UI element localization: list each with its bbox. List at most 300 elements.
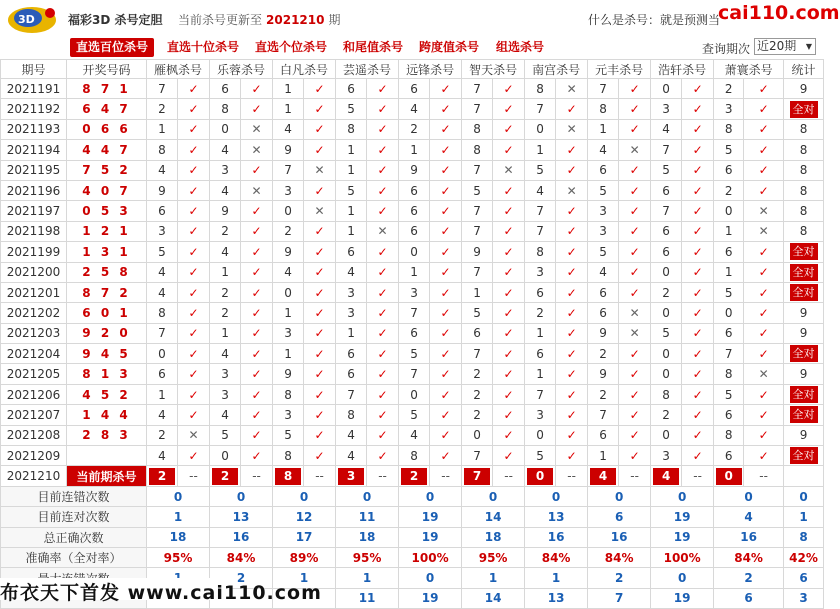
kill-value-cell: 3 [210, 160, 241, 180]
kill-value-cell: 2 [399, 119, 430, 139]
kill-value-cell: 1 [210, 262, 241, 282]
check-icon: ✓ [619, 405, 651, 425]
current-dash: -- [682, 466, 714, 486]
kill-value-cell: 4 [210, 344, 241, 364]
kill-value-cell: 7 [651, 201, 682, 221]
summary-value: 16 [210, 527, 273, 547]
stat-cell [784, 384, 824, 404]
check-icon: ✓ [178, 99, 210, 119]
current-dash: -- [744, 466, 784, 486]
kill-value-cell: 0 [651, 262, 682, 282]
kill-value-cell: 4 [210, 242, 241, 262]
issue-cell: 2021193 [1, 119, 67, 139]
table-row [1, 221, 824, 241]
cross-icon: ✕ [493, 160, 525, 180]
cross-icon: ✕ [556, 119, 588, 139]
table-row [1, 262, 824, 282]
draw-number-cell: 8 7 1 [67, 79, 147, 99]
kill-value-cell: 4 [588, 140, 619, 160]
check-icon: ✓ [744, 242, 784, 262]
tab-group[interactable]: 组选杀号 [496, 40, 545, 54]
kill-value-cell: 7 [399, 364, 430, 384]
check-icon: ✓ [178, 384, 210, 404]
check-icon: ✓ [178, 221, 210, 241]
stat-cell [784, 344, 824, 364]
current-kill-cell [525, 466, 556, 486]
check-icon: ✓ [682, 344, 714, 364]
kill-value-cell: 3 [210, 364, 241, 384]
kill-table [0, 59, 824, 609]
check-icon: ✓ [744, 262, 784, 282]
check-icon: ✓ [682, 201, 714, 221]
current-dash: -- [430, 466, 462, 486]
kill-value-cell: 9 [399, 160, 430, 180]
check-icon: ✓ [367, 344, 399, 364]
stat-cell [784, 262, 824, 282]
check-icon: ✓ [430, 446, 462, 466]
check-icon: ✓ [430, 384, 462, 404]
stat-cell: 8 [784, 140, 824, 160]
summary-value: 0 [336, 486, 399, 506]
cross-icon: ✕ [304, 160, 336, 180]
kill-value-cell: 0 [651, 344, 682, 364]
kill-value-cell: 1 [588, 446, 619, 466]
kill-value-cell: 4 [273, 262, 304, 282]
check-icon: ✓ [430, 364, 462, 384]
kill-value-cell: 6 [588, 160, 619, 180]
summary-value: 95% [462, 547, 525, 567]
kill-value-cell: 7 [525, 201, 556, 221]
check-icon: ✓ [493, 384, 525, 404]
current-kill-value: 2 [212, 468, 238, 485]
current-dash: -- [493, 466, 525, 486]
kill-value-cell: 6 [399, 221, 430, 241]
column-header: 期号 [1, 60, 67, 79]
kill-value-cell: 8 [210, 99, 241, 119]
check-icon: ✓ [367, 119, 399, 139]
check-icon: ✓ [493, 282, 525, 302]
check-icon: ✓ [744, 344, 784, 364]
check-icon: ✓ [619, 364, 651, 384]
check-icon: ✓ [430, 140, 462, 160]
summary-row [1, 527, 824, 547]
check-icon: ✓ [744, 99, 784, 119]
summary-value: 19 [651, 588, 714, 608]
kill-value-cell: 6 [336, 344, 367, 364]
cross-icon: ✕ [304, 201, 336, 221]
kill-value-cell: 2 [462, 405, 493, 425]
check-icon: ✓ [556, 344, 588, 364]
kill-value-cell: 2 [651, 282, 682, 302]
help-note[interactable]: 什么是杀号：就是预测当 [588, 13, 721, 27]
draw-number-cell: 8 7 2 [67, 282, 147, 302]
summary-value: 100% [399, 547, 462, 567]
check-icon: ✓ [556, 364, 588, 384]
kill-value-cell: 2 [462, 384, 493, 404]
check-icon: ✓ [304, 180, 336, 200]
check-icon: ✓ [682, 282, 714, 302]
check-icon: ✓ [556, 99, 588, 119]
kill-value-cell: 1 [462, 282, 493, 302]
column-header: 南宫杀号 [525, 60, 588, 79]
table-row [1, 242, 824, 262]
kill-value-cell: 7 [273, 160, 304, 180]
table-row [1, 384, 824, 404]
all-correct-badge: 全对 [790, 447, 818, 464]
kill-value-cell: 8 [336, 405, 367, 425]
current-kill-value: 0 [527, 468, 553, 485]
kill-value-cell: 9 [210, 201, 241, 221]
summary-value: 0 [147, 486, 210, 506]
tab-bar [0, 38, 824, 58]
kill-value-cell: 2 [147, 425, 178, 445]
current-kill-cell [651, 466, 682, 486]
tab-hundreds[interactable]: 直选百位杀号 [70, 38, 154, 57]
stat-cell: 8 [784, 119, 824, 139]
kill-value-cell: 8 [525, 242, 556, 262]
check-icon: ✓ [619, 180, 651, 200]
check-icon: ✓ [367, 242, 399, 262]
table-row [1, 303, 824, 323]
tab-span[interactable]: 跨度值杀号 [419, 40, 480, 54]
check-icon: ✓ [682, 119, 714, 139]
current-kill-cell [714, 466, 744, 486]
check-icon: ✓ [493, 79, 525, 99]
kill-value-cell: 9 [273, 140, 304, 160]
check-icon: ✓ [493, 242, 525, 262]
period-select[interactable]: 近20期 ▼ [754, 38, 816, 55]
table-row [1, 160, 824, 180]
kill-value-cell: 7 [588, 79, 619, 99]
check-icon: ✓ [241, 201, 273, 221]
kill-value-cell: 8 [462, 119, 493, 139]
kill-value-cell: 3 [273, 405, 304, 425]
kill-value-cell: 5 [462, 303, 493, 323]
kill-value-cell: 2 [588, 384, 619, 404]
check-icon: ✓ [682, 262, 714, 282]
check-icon: ✓ [682, 99, 714, 119]
check-icon: ✓ [178, 160, 210, 180]
current-label: 当前期杀号 [67, 466, 147, 486]
check-icon: ✓ [430, 79, 462, 99]
kill-value-cell: 4 [399, 425, 430, 445]
stat-cell [784, 282, 824, 302]
table-row [1, 344, 824, 364]
kill-value-cell: 8 [714, 119, 744, 139]
check-icon: ✓ [241, 446, 273, 466]
table-row [1, 180, 824, 200]
check-icon: ✓ [619, 99, 651, 119]
summary-value: 7 [588, 588, 651, 608]
kill-value-cell: 1 [525, 323, 556, 343]
check-icon: ✓ [241, 160, 273, 180]
stat-cell [784, 446, 824, 466]
check-icon: ✓ [682, 425, 714, 445]
cross-icon: ✕ [178, 425, 210, 445]
period-label: 查询期次 [702, 42, 751, 56]
kill-value-cell: 6 [714, 160, 744, 180]
check-icon: ✓ [430, 242, 462, 262]
check-icon: ✓ [178, 303, 210, 323]
draw-number-cell: 1 4 4 [67, 405, 147, 425]
kill-value-cell: 6 [588, 303, 619, 323]
kill-value-cell: 5 [588, 180, 619, 200]
check-icon: ✓ [682, 79, 714, 99]
kill-value-cell: 5 [525, 446, 556, 466]
all-correct-badge: 全对 [790, 284, 818, 301]
check-icon: ✓ [556, 405, 588, 425]
check-icon: ✓ [367, 140, 399, 160]
kill-value-cell: 1 [336, 323, 367, 343]
kill-value-cell: 1 [336, 201, 367, 221]
issue-cell: 2021207 [1, 405, 67, 425]
kill-value-cell: 2 [651, 405, 682, 425]
summary-label: 目前连错次数 [1, 486, 147, 506]
kill-value-cell: 0 [651, 425, 682, 445]
kill-value-cell: 0 [525, 119, 556, 139]
check-icon: ✓ [367, 262, 399, 282]
check-icon: ✓ [744, 323, 784, 343]
kill-value-cell: 1 [525, 140, 556, 160]
issue-cell: 2021199 [1, 242, 67, 262]
check-icon: ✓ [367, 79, 399, 99]
draw-number-cell: 4 5 2 [67, 384, 147, 404]
kill-value-cell: 6 [147, 201, 178, 221]
kill-value-cell: 4 [147, 446, 178, 466]
check-icon: ✓ [556, 140, 588, 160]
kill-value-cell: 6 [714, 242, 744, 262]
kill-value-cell: 6 [588, 282, 619, 302]
current-dash: -- [304, 466, 336, 486]
footer-text: 布衣天下首发 www.cai110.com [0, 582, 322, 604]
column-header: 雁枫杀号 [147, 60, 210, 79]
kill-value-cell: 7 [462, 79, 493, 99]
kill-value-cell: 6 [399, 180, 430, 200]
table-row [1, 79, 824, 99]
check-icon: ✓ [367, 160, 399, 180]
kill-value-cell: 3 [525, 405, 556, 425]
check-icon: ✓ [493, 405, 525, 425]
kill-value-cell: 3 [147, 221, 178, 241]
check-icon: ✓ [430, 180, 462, 200]
current-kill-value: 7 [464, 468, 490, 485]
check-icon: ✓ [619, 119, 651, 139]
kill-value-cell: 7 [462, 221, 493, 241]
check-icon: ✓ [304, 425, 336, 445]
kill-value-cell: 5 [525, 160, 556, 180]
kill-value-cell: 8 [273, 446, 304, 466]
summary-value: 2 [588, 568, 651, 588]
check-icon: ✓ [682, 160, 714, 180]
update-info: 当前杀号更新至 2021210 期 [178, 13, 341, 27]
check-icon: ✓ [682, 140, 714, 160]
check-icon: ✓ [493, 446, 525, 466]
tab-units[interactable]: 直选个位杀号 [255, 40, 328, 54]
check-icon: ✓ [367, 446, 399, 466]
check-icon: ✓ [556, 446, 588, 466]
check-icon: ✓ [682, 364, 714, 384]
check-icon: ✓ [304, 446, 336, 466]
stat-cell: 8 [784, 160, 824, 180]
current-dash: -- [556, 466, 588, 486]
site-logo[interactable]: cai110.com [718, 2, 840, 24]
issue-cell: 2021204 [1, 344, 67, 364]
kill-value-cell: 2 [462, 364, 493, 384]
kill-value-cell: 5 [714, 384, 744, 404]
summary-value: 1 [784, 507, 824, 527]
kill-value-cell: 5 [210, 425, 241, 445]
check-icon: ✓ [430, 99, 462, 119]
summary-value: 19 [399, 507, 462, 527]
check-icon: ✓ [241, 79, 273, 99]
all-correct-badge: 全对 [790, 264, 818, 281]
kill-value-cell: 1 [147, 119, 178, 139]
kill-value-cell: 6 [525, 282, 556, 302]
check-icon: ✓ [430, 425, 462, 445]
issue-cell: 2021208 [1, 425, 67, 445]
summary-value: 19 [399, 527, 462, 547]
cross-icon: ✕ [556, 79, 588, 99]
check-icon: ✓ [619, 425, 651, 445]
summary-value: 4 [714, 507, 784, 527]
kill-value-cell: 2 [210, 282, 241, 302]
check-icon: ✓ [367, 405, 399, 425]
summary-value: 11 [336, 588, 399, 608]
column-header: 萧寰杀号 [714, 60, 784, 79]
check-icon: ✓ [178, 364, 210, 384]
kill-value-cell: 7 [147, 79, 178, 99]
kill-value-cell: 6 [714, 323, 744, 343]
check-icon: ✓ [493, 344, 525, 364]
check-icon: ✓ [682, 405, 714, 425]
svg-text:3D: 3D [18, 13, 35, 26]
check-icon: ✓ [178, 242, 210, 262]
column-header: 智天杀号 [462, 60, 525, 79]
current-kill-cell [399, 466, 430, 486]
stat-cell: 9 [784, 79, 824, 99]
kill-value-cell: 0 [399, 242, 430, 262]
summary-value: 0 [714, 486, 784, 506]
kill-value-cell: 8 [273, 384, 304, 404]
check-icon: ✓ [619, 262, 651, 282]
check-icon: ✓ [682, 384, 714, 404]
column-header: 乐蓉杀号 [210, 60, 273, 79]
summary-value: 0 [399, 486, 462, 506]
kill-value-cell: 4 [147, 262, 178, 282]
summary-value: 3 [784, 588, 824, 608]
kill-value-cell: 2 [147, 99, 178, 119]
draw-number-cell: 9 2 0 [67, 323, 147, 343]
summary-value: 13 [210, 507, 273, 527]
kill-value-cell: 6 [651, 242, 682, 262]
column-header: 白凡杀号 [273, 60, 336, 79]
check-icon: ✓ [682, 323, 714, 343]
kill-value-cell: 4 [336, 262, 367, 282]
kill-value-cell: 5 [399, 405, 430, 425]
check-icon: ✓ [304, 323, 336, 343]
update-issue: 2021210 [266, 13, 325, 27]
stat-cell: 9 [784, 364, 824, 384]
column-header: 统计 [784, 60, 824, 79]
table-row [1, 446, 824, 466]
check-icon: ✓ [744, 425, 784, 445]
summary-value: 84% [525, 547, 588, 567]
cross-icon: ✕ [241, 140, 273, 160]
check-icon: ✓ [241, 405, 273, 425]
kill-value-cell: 5 [714, 282, 744, 302]
kill-value-cell: 7 [525, 384, 556, 404]
check-icon: ✓ [304, 344, 336, 364]
check-icon: ✓ [241, 384, 273, 404]
summary-value: 19 [651, 527, 714, 547]
kill-value-cell: 1 [273, 344, 304, 364]
summary-value: 100% [651, 547, 714, 567]
issue-cell: 2021209 [1, 446, 67, 466]
current-kill-cell [462, 466, 493, 486]
column-header: 芸遥杀号 [336, 60, 399, 79]
current-kill-value: 0 [716, 468, 742, 485]
draw-number-cell: 9 4 5 [67, 344, 147, 364]
kill-value-cell: 3 [336, 282, 367, 302]
kill-value-cell: 6 [399, 79, 430, 99]
summary-value: 84% [714, 547, 784, 567]
kill-value-cell: 5 [588, 242, 619, 262]
check-icon: ✓ [430, 201, 462, 221]
kill-value-cell: 8 [336, 119, 367, 139]
summary-value: 0 [588, 486, 651, 506]
column-header: 远锋杀号 [399, 60, 462, 79]
check-icon: ✓ [744, 282, 784, 302]
kill-value-cell: 4 [210, 180, 241, 200]
draw-number-cell: 7 5 2 [67, 160, 147, 180]
table-row [1, 201, 824, 221]
kill-value-cell: 0 [651, 364, 682, 384]
check-icon: ✓ [682, 221, 714, 241]
check-icon: ✓ [178, 344, 210, 364]
kill-value-cell: 8 [588, 99, 619, 119]
summary-value: 14 [462, 507, 525, 527]
issue-cell: 2021192 [1, 99, 67, 119]
tab-sum-tail[interactable]: 和尾值杀号 [343, 40, 404, 54]
current-dash: -- [367, 466, 399, 486]
stat-cell [784, 405, 824, 425]
check-icon: ✓ [744, 160, 784, 180]
check-icon: ✓ [367, 282, 399, 302]
all-correct-badge: 全对 [790, 386, 818, 403]
draw-number-cell: 2 8 3 [67, 425, 147, 445]
current-dash: -- [178, 466, 210, 486]
kill-value-cell: 3 [525, 262, 556, 282]
summary-value: 0 [784, 486, 824, 506]
kill-value-cell: 0 [210, 446, 241, 466]
check-icon: ✓ [493, 221, 525, 241]
check-icon: ✓ [430, 160, 462, 180]
summary-value: 95% [147, 547, 210, 567]
summary-value: 0 [651, 568, 714, 588]
check-icon: ✓ [682, 180, 714, 200]
summary-value: 2 [210, 568, 273, 588]
summary-value: 1 [147, 507, 210, 527]
kill-value-cell: 6 [651, 221, 682, 241]
kill-value-cell: 5 [336, 180, 367, 200]
all-correct-badge: 全对 [790, 345, 818, 362]
column-header: 浩轩杀号 [651, 60, 714, 79]
tab-tens[interactable]: 直选十位杀号 [167, 40, 240, 54]
table-row [1, 425, 824, 445]
check-icon: ✓ [241, 425, 273, 445]
summary-value: 14 [462, 588, 525, 608]
kill-value-cell: 9 [588, 323, 619, 343]
